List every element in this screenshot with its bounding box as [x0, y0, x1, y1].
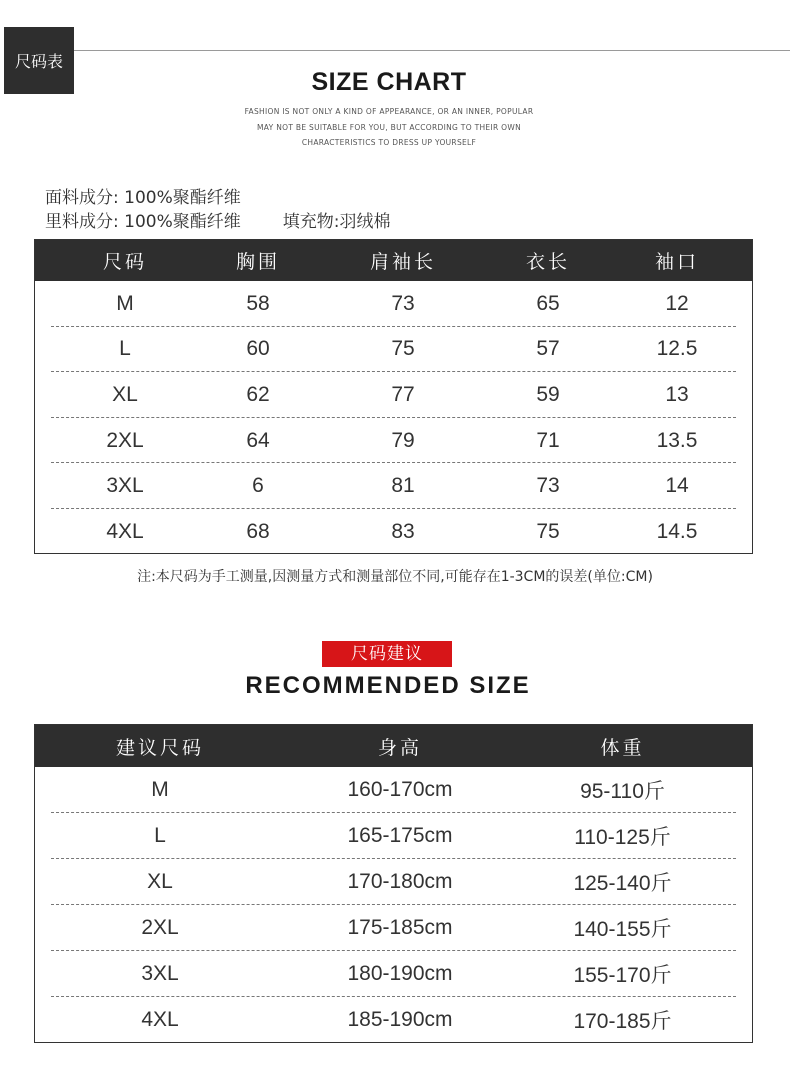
header-divider — [74, 50, 790, 51]
size-cell: 3XL — [141, 962, 179, 985]
size-cell: M — [116, 291, 134, 315]
height-cell: 165-175cm — [347, 824, 453, 847]
tagline-line: FASHION IS NOT ONLY A KIND OF APPEARANCE, OR AN INNER, POPULAR — [244, 107, 534, 116]
chest-cell: 58 — [246, 291, 270, 315]
header-recommended-size: 建议尺码 — [115, 736, 204, 759]
length-cell: 71 — [536, 428, 560, 452]
weight-cell: 95-110斤 — [580, 780, 665, 803]
table-row — [35, 509, 752, 555]
size-cell: M — [151, 778, 169, 801]
size-cell: XL — [112, 382, 138, 406]
size-cell: 4XL — [106, 519, 144, 543]
cuff-cell: 14 — [665, 474, 689, 498]
cuff-cell: 13 — [665, 382, 689, 406]
size-cell: 2XL — [106, 428, 144, 452]
table-row — [35, 463, 752, 509]
shoulder-sleeve-cell: 79 — [391, 428, 415, 452]
size-cell: XL — [147, 870, 173, 893]
chest-cell: 60 — [246, 337, 270, 361]
weight-cell: 110-125斤 — [574, 826, 671, 849]
height-cell: 180-190cm — [347, 962, 453, 985]
shoulder-sleeve-cell: 77 — [391, 382, 415, 406]
length-cell: 65 — [536, 291, 560, 315]
size-chart-title: SIZE CHART — [311, 68, 467, 96]
weight-cell: 155-170斤 — [573, 964, 672, 987]
lining-fabric-row — [45, 207, 390, 232]
header-chest: 胸围 — [235, 251, 280, 273]
length-cell: 75 — [536, 519, 560, 543]
recommend-table — [34, 724, 753, 1043]
recommend-table-header — [35, 725, 752, 767]
height-cell: 170-180cm — [347, 870, 453, 893]
header-length: 衣长 — [525, 251, 570, 273]
header-size: 尺码 — [102, 251, 147, 273]
chest-cell: 64 — [246, 428, 270, 452]
header-height: 身高 — [377, 736, 422, 759]
weight-cell: 170-185斤 — [573, 1010, 672, 1033]
cuff-cell: 12 — [665, 291, 689, 315]
size-table-header — [35, 240, 752, 281]
header-weight: 体重 — [600, 736, 645, 759]
table-row — [35, 997, 752, 1043]
length-cell: 57 — [536, 337, 560, 361]
size-cell: L — [154, 824, 166, 847]
shoulder-sleeve-cell: 75 — [391, 337, 415, 361]
recommended-size-title: RECOMMENDED SIZE — [245, 672, 531, 699]
table-row — [35, 418, 752, 464]
shoulder-sleeve-cell: 73 — [391, 291, 415, 315]
table-row — [35, 281, 752, 327]
height-cell: 175-185cm — [347, 916, 453, 939]
table-row — [35, 905, 752, 951]
fashion-tagline — [0, 104, 778, 151]
cuff-cell: 14.5 — [656, 519, 698, 543]
length-cell: 73 — [536, 474, 560, 498]
header-cuff: 袖口 — [654, 251, 699, 273]
size-cell: 3XL — [106, 474, 144, 498]
cuff-cell: 12.5 — [656, 337, 698, 361]
header-shoulder-sleeve: 肩袖长 — [369, 251, 436, 273]
table-row — [35, 327, 752, 373]
size-chart-tag: 尺码表 — [4, 27, 74, 94]
table-row — [35, 372, 752, 418]
weight-cell: 140-155斤 — [573, 918, 672, 941]
shoulder-sleeve-cell: 83 — [391, 519, 415, 543]
measurement-note: 注:本尺码为手工测量,因测量方式和测量部位不同,可能存在1-3CM的误差(单位:CM) — [137, 569, 653, 585]
table-row — [35, 859, 752, 905]
size-cell: L — [119, 337, 131, 361]
size-cell: 2XL — [141, 916, 179, 939]
tagline-line: CHARACTERISTICS TO DRESS UP YOURSELF — [301, 138, 477, 147]
table-row — [35, 951, 752, 997]
chest-cell: 6 — [252, 474, 264, 498]
table-row — [35, 767, 752, 813]
size-table — [34, 239, 753, 554]
table-row — [35, 813, 752, 859]
recommend-tag: 尺码建议 — [322, 641, 452, 667]
length-cell: 59 — [536, 382, 560, 406]
size-cell: 4XL — [141, 1008, 179, 1031]
chest-cell: 62 — [246, 382, 270, 406]
filling-info: 填充物:羽绒棉 — [282, 212, 391, 232]
outer-fabric-info: 面料成分: 100%聚酯纤维 — [45, 188, 241, 208]
chest-cell: 68 — [246, 519, 270, 543]
lining-fabric-info: 里料成分: 100%聚酯纤维 — [45, 212, 241, 232]
height-cell: 160-170cm — [347, 778, 453, 801]
height-cell: 185-190cm — [347, 1008, 453, 1031]
weight-cell: 125-140斤 — [573, 872, 672, 895]
tagline-line: MAY NOT BE SUITABLE FOR YOU, BUT ACCORDING TO THEIR OWN — [257, 122, 521, 132]
cuff-cell: 13.5 — [656, 428, 698, 452]
shoulder-sleeve-cell: 81 — [391, 474, 415, 498]
